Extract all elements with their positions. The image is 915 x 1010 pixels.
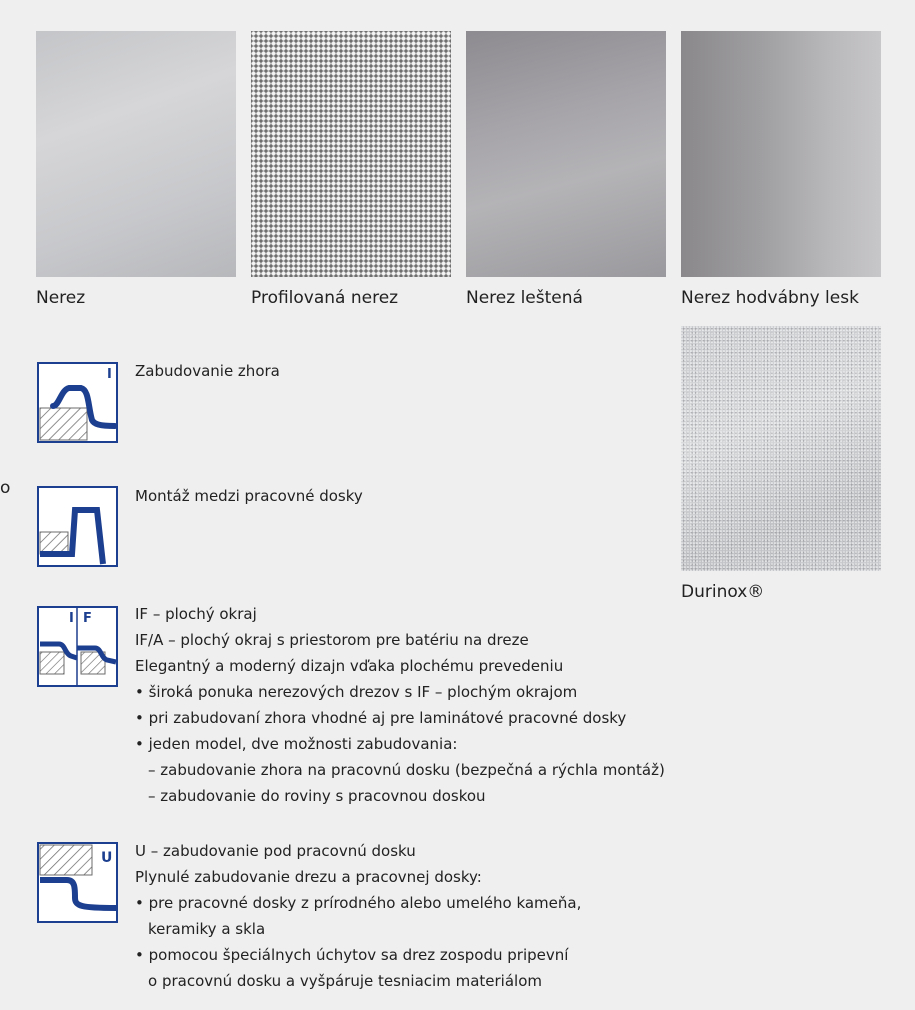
swatch-label-nerez: Nerez	[36, 288, 86, 308]
swatch-nerez-hodvabny-lesk	[681, 31, 881, 277]
undermount-icon	[37, 842, 118, 923]
install-flat-line: IF – plochý okraj	[135, 605, 257, 623]
install-flat-subitem: – zabudovanie do roviny s pracovnou doskou	[148, 787, 486, 805]
install-top-block	[135, 358, 280, 384]
install-between-block	[135, 483, 363, 509]
swatch-label-nerez-lestena: Nerez leštená	[466, 288, 583, 308]
install-flat-bullet: • široká ponuka nerezových drezov s IF – plochým okrajom	[135, 683, 578, 701]
install-top-title: Zabudovanie zhora	[135, 362, 280, 380]
icon-letter-i: I	[107, 367, 112, 382]
swatch-profilovana-nerez	[251, 31, 451, 277]
swatch-durinox	[681, 326, 881, 571]
install-between-title: Montáž medzi pracovné dosky	[135, 487, 363, 505]
install-under-line: U – zabudovanie pod pracovnú dosku	[135, 842, 416, 860]
swatch-label-profilovana-nerez: Profilovaná nerez	[251, 288, 399, 308]
install-under-bullet: • pre pracovné dosky z prírodného alebo umelého kameňa,	[135, 894, 582, 912]
install-flat-block	[135, 601, 665, 809]
between-worktops-icon	[37, 486, 118, 567]
install-flat-subitem: – zabudovanie zhora na pracovnú dosku (bezpečná a rýchla montáž)	[148, 761, 665, 779]
icon-letter-f: F	[83, 611, 92, 626]
cropped-text-fragment: o	[0, 478, 11, 498]
top-mount-icon	[37, 362, 118, 443]
install-under-continuation: keramiky a skla	[148, 920, 266, 938]
swatch-nerez-lestena	[466, 31, 666, 277]
swatch-nerez	[36, 31, 236, 277]
install-under-block	[135, 838, 581, 994]
install-under-continuation: o pracovnú dosku a vyšpáruje tesniacim materiálom	[148, 972, 542, 990]
swatch-label-durinox: Durinox®	[681, 582, 765, 602]
install-flat-bullet: • jeden model, dve možnosti zabudovania:	[135, 735, 458, 753]
install-flat-bullet: • pri zabudovaní zhora vhodné aj pre laminátové pracovné dosky	[135, 709, 627, 727]
flat-rim-icon	[37, 606, 118, 687]
icon-letter-u: U	[101, 850, 113, 866]
install-under-line: Plynulé zabudovanie drezu a pracovnej dosky:	[135, 868, 482, 886]
swatch-label-nerez-hodvabny-lesk: Nerez hodvábny lesk	[681, 288, 859, 308]
install-flat-line: IF/A – plochý okraj s priestorom pre batériu na dreze	[135, 631, 529, 649]
install-under-bullet: • pomocou špeciálnych úchytov sa drez zospodu pripevní	[135, 946, 569, 964]
install-flat-line: Elegantný a moderný dizajn vďaka plochému prevedeniu	[135, 657, 564, 675]
icon-letter-i: I	[69, 611, 74, 626]
